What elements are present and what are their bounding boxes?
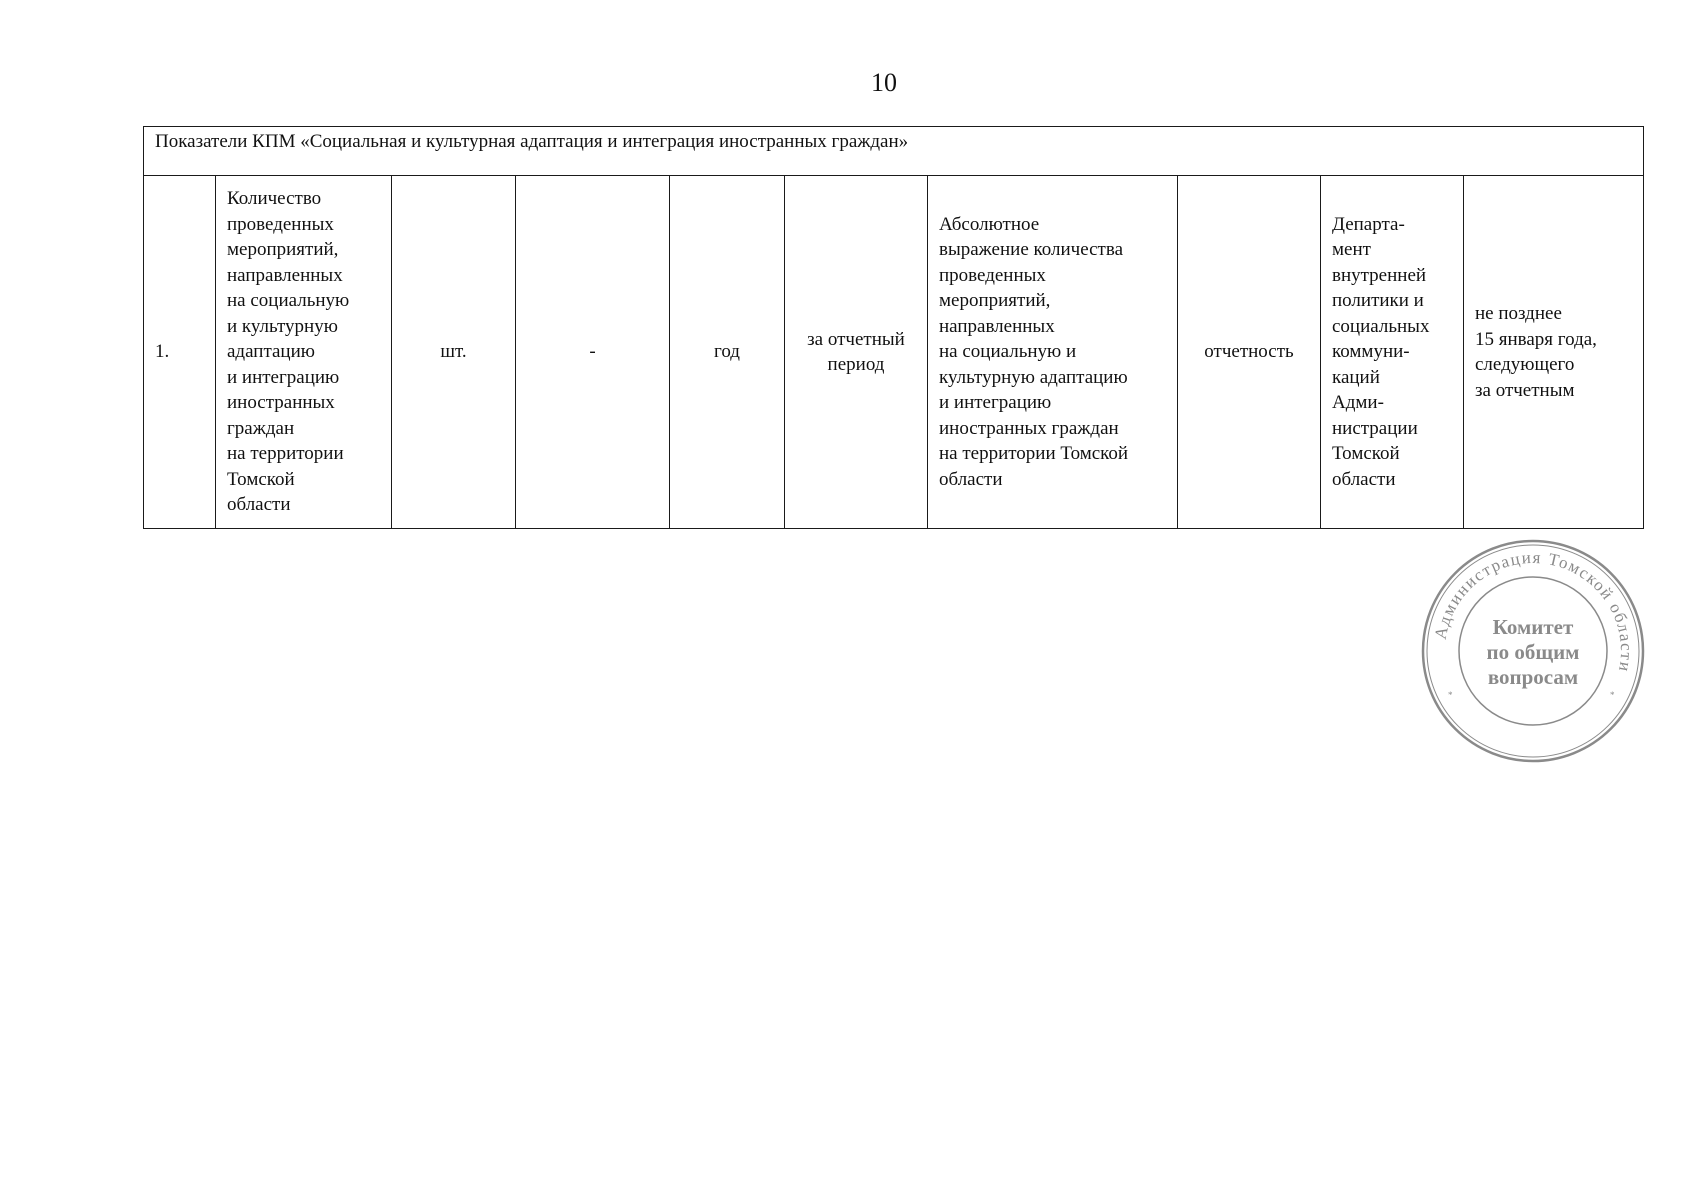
seal-star-left: * [1448,690,1453,700]
calculation-method-cell: Абсолютное выражение количества проведенных мероприятий, направленных на социальную и культурную адаптацию и интеграцию иностранных граждан на территории Томской области [928,176,1178,529]
deadline-cell: не позднее 15 января года, следующего за отчетным [1464,176,1644,529]
time-span-cell: за отчетный период [785,176,928,529]
row-index: 1. [144,176,216,529]
indicators-table [143,126,1644,529]
unit-cell: шт. [392,176,516,529]
seal-star-right: * [1610,690,1615,700]
page-number: 10 [871,68,897,97]
table-row [144,176,1644,529]
seal-ring-text: Администрация Томской области [1430,547,1637,675]
seal-center-line-3: вопросам [1487,665,1579,689]
indicator-name: Количество проведенных мероприятий, направленных на социальную и культурную адаптацию и интеграцию иностранных граждан на территории Томской области [216,176,392,529]
section-title: Показатели КПМ «Социальная и культурная адаптация и интеграция иностранных граждан» [144,127,1644,176]
seal-center-line-1: Комитет [1492,615,1574,639]
periodicity-cell: год [670,176,785,529]
value-cell: - [516,176,670,529]
seal-center-line-2: по общим [1486,640,1580,664]
data-source-cell: отчетность [1178,176,1321,529]
official-seal [1420,538,1646,764]
section-header-row [144,127,1644,176]
responsible-cell: Департа- мент внутренней политики и социальных коммуни- каций Адми- нистрации Томской области [1321,176,1464,529]
